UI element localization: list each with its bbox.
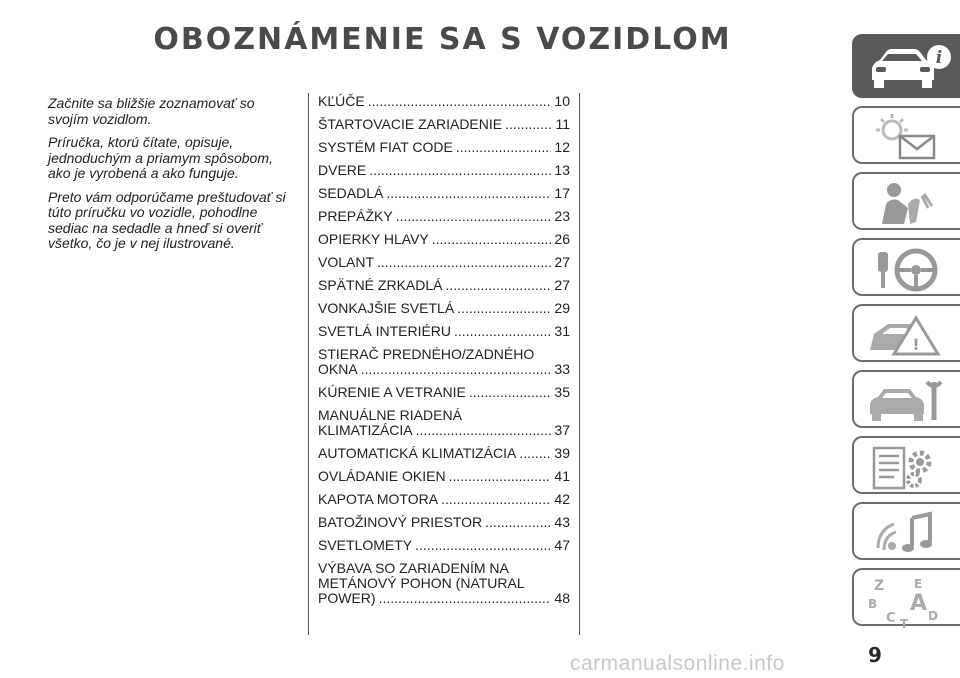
toc-dot-leader [445, 278, 551, 293]
toc-dot-leader [505, 117, 551, 132]
toc-dot-leader [449, 469, 551, 484]
toc-entry[interactable] [318, 561, 570, 606]
toc-page-number: 10 [554, 93, 570, 109]
toc-entry[interactable] [318, 163, 570, 178]
table-of-contents [318, 94, 570, 614]
car-info-icon [864, 40, 956, 94]
svg-text:D: D [928, 609, 938, 623]
toc-page-number: 12 [554, 139, 570, 155]
alphabetical-index-icon [864, 574, 956, 628]
toc-dot-leader [416, 423, 551, 438]
tab-index[interactable] [852, 568, 960, 626]
toc-dot-leader [432, 232, 551, 247]
toc-dot-leader [519, 446, 551, 461]
toc-entry-label: OVLÁDANIE OKIEN [318, 468, 446, 484]
toc-entry-label: OKNA [318, 361, 358, 377]
toc-dot-leader [415, 538, 551, 553]
toc-page-number: 47 [554, 537, 570, 553]
toc-entry-label: DVERE [318, 162, 367, 178]
toc-entry-label: STIERAČ PREDNÉHO/ZADNÉHO [318, 346, 535, 362]
toc-page-number: 41 [554, 468, 570, 484]
toc-entry-label: KAPOTA MOTORA [318, 491, 439, 507]
tab-car-info[interactable] [852, 34, 960, 98]
toc-entry[interactable] [318, 515, 570, 530]
toc-dot-leader [456, 140, 551, 155]
toc-page-number: 31 [554, 323, 570, 339]
key-steering-wheel-icon [864, 244, 956, 294]
toc-entry-label: SVETLOMETY [318, 537, 413, 553]
toc-entry-label: AUTOMATICKÁ KLIMATIZÁCIA [318, 445, 517, 461]
toc-page-number: 35 [554, 384, 570, 400]
toc-entry[interactable] [318, 278, 570, 293]
toc-entry-label: OPIERKY HLAVY [318, 231, 429, 247]
toc-dot-leader [361, 362, 551, 377]
toc-dot-leader [369, 163, 551, 178]
toc-entry-label: PREPÁŽKY [318, 208, 393, 224]
car-wrench-icon [864, 376, 956, 426]
toc-entry-label: VONKAJŠIE SVETLÁ [318, 300, 455, 316]
toc-entry-label: VOLANT [318, 254, 375, 270]
toc-dot-leader [377, 255, 551, 270]
specifications-gear-icon [864, 442, 956, 492]
toc-page-number: 17 [554, 185, 570, 201]
intro-text [48, 96, 298, 260]
toc-entry[interactable] [318, 347, 570, 377]
toc-entry-label: SEDADLÁ [318, 185, 384, 201]
tab-multimedia[interactable] [852, 502, 960, 560]
toc-dot-leader [379, 591, 551, 606]
toc-entry[interactable] [318, 232, 570, 247]
toc-entry[interactable] [318, 324, 570, 339]
intro-paragraph: Príručka, ktorú čítate, opisuje, jednoduchým a priamym spôsobom, ako je vyrobená a ako funguje. [48, 134, 273, 181]
toc-page-number: 37 [554, 422, 570, 438]
svg-text:Z: Z [874, 578, 885, 594]
toc-entry[interactable] [318, 186, 570, 201]
toc-page-number: 27 [554, 254, 570, 270]
toc-dot-leader [396, 209, 551, 224]
toc-page-number: 11 [555, 116, 570, 132]
page-title: OBOZNÁMENIE SA S VOZIDLOM [153, 22, 732, 57]
toc-dot-leader [454, 324, 551, 339]
toc-page-number: 23 [554, 208, 570, 224]
toc-entry[interactable] [318, 538, 570, 553]
toc-entry-label: KĽÚČE [318, 93, 365, 109]
toc-entry-label: POWER) [318, 590, 376, 606]
toc-dot-leader [485, 515, 551, 530]
toc-entry[interactable] [318, 94, 570, 109]
toc-entry-label: SPÄTNÉ ZRKADLÁ [318, 277, 443, 293]
svg-text:T: T [900, 617, 909, 628]
chapter-tabs [852, 34, 960, 634]
toc-entry[interactable] [318, 140, 570, 155]
toc-page-number: 48 [554, 590, 570, 606]
toc-page-number: 29 [554, 300, 570, 316]
toc-page-number: 27 [554, 277, 570, 293]
toc-entry[interactable] [318, 469, 570, 484]
car-accident-icon [864, 310, 956, 360]
multimedia-icon [864, 508, 956, 558]
column-divider [579, 93, 580, 635]
svg-text:E: E [914, 577, 923, 591]
toc-dot-leader [457, 301, 551, 316]
toc-entry-label: MANUÁLNE RIADENÁ [318, 407, 462, 423]
toc-entry[interactable] [318, 209, 570, 224]
toc-page-number: 33 [554, 361, 570, 377]
svg-text:C: C [886, 611, 896, 626]
tab-safety[interactable] [852, 172, 960, 230]
tab-starting-driving[interactable] [852, 238, 960, 296]
toc-entry-label: SVETLÁ INTERIÉRU [318, 323, 452, 339]
svg-text:!: ! [912, 335, 920, 354]
toc-page-number: 39 [554, 445, 570, 461]
toc-page-number: 43 [554, 514, 570, 530]
toc-entry[interactable] [318, 117, 570, 132]
column-divider [308, 93, 309, 635]
toc-entry[interactable] [318, 255, 570, 270]
toc-dot-leader [368, 94, 551, 109]
toc-entry[interactable] [318, 446, 570, 461]
toc-entry[interactable] [318, 301, 570, 316]
toc-entry[interactable] [318, 385, 570, 400]
svg-text:A: A [910, 591, 928, 616]
intro-paragraph: Začnite sa bližšie zoznamovať so svojím vozidlom. [48, 95, 255, 127]
toc-entry[interactable] [318, 492, 570, 507]
toc-dot-leader [469, 385, 551, 400]
tab-technical-data[interactable] [852, 436, 960, 494]
toc-page-number: 42 [554, 491, 570, 507]
tab-warning-lights[interactable] [852, 106, 960, 164]
svg-text:i: i [935, 48, 943, 68]
tab-maintenance[interactable] [852, 370, 960, 428]
toc-entry-label: BATOŽINOVÝ PRIESTOR [318, 514, 483, 530]
toc-page-number: 26 [554, 231, 570, 247]
toc-entry-label: KLIMATIZÁCIA [318, 422, 413, 438]
toc-entry-label: KÚRENIE A VETRANIE [318, 384, 466, 400]
tab-emergency[interactable] [852, 304, 960, 362]
page-number: 9 [868, 643, 882, 667]
toc-dot-leader [386, 186, 551, 201]
watermark: carmanualsonline.info [570, 652, 785, 675]
toc-entry-label: VÝBAVA SO ZARIADENÍM NA [318, 560, 509, 576]
toc-page-number: 13 [554, 162, 570, 178]
seat-airbag-icon [864, 178, 956, 228]
warning-light-message-icon [864, 112, 956, 162]
intro-paragraph: Preto vám odporúčame preštudovať si túto príručku vo vozidle, pohodlne sediac na sedadle a hneď si overiť všetko, čo je v nej ilustrované. [48, 188, 286, 251]
toc-entry-label: SYSTÉM FIAT CODE [318, 139, 453, 155]
toc-entry-label: METÁNOVÝ POHON (NATURAL [318, 575, 525, 591]
toc-entry[interactable] [318, 408, 570, 438]
toc-dot-leader [441, 492, 551, 507]
svg-text:B: B [868, 597, 878, 611]
toc-entry-label: ŠTARTOVACIE ZARIADENIE [318, 116, 503, 132]
